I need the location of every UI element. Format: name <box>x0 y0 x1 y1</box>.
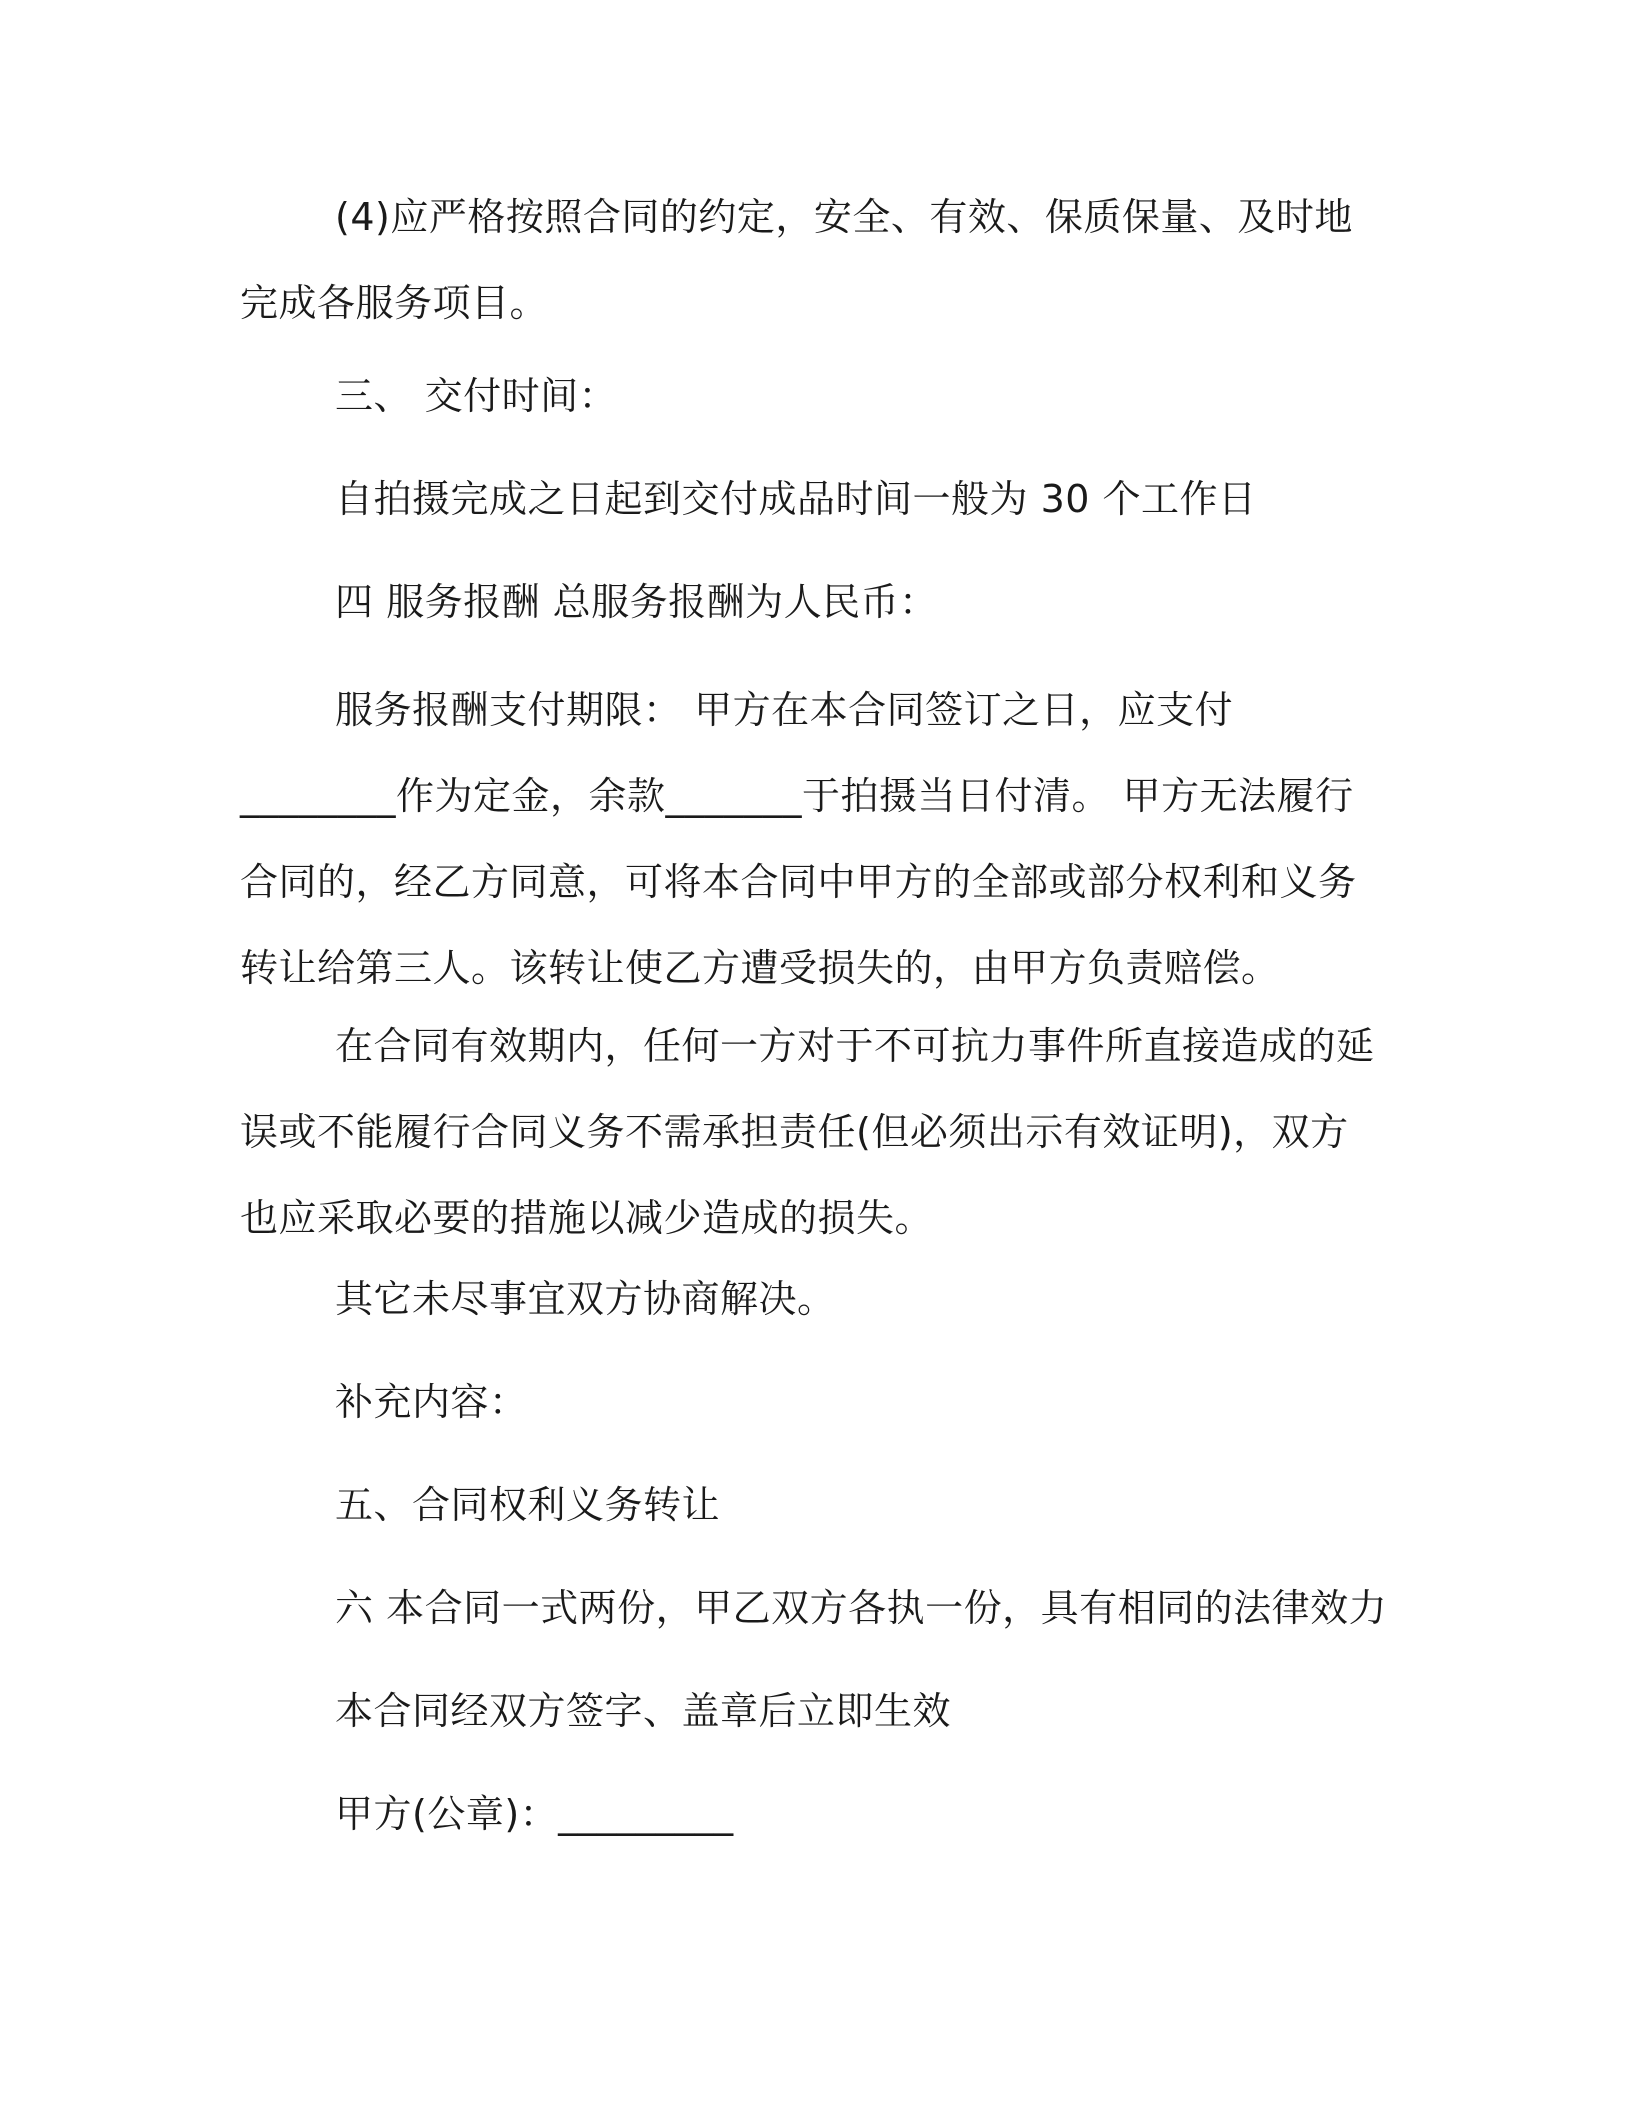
section-transfer-heading: 五、合同权利义务转让 <box>335 1483 721 1527</box>
paragraph-service-duty: (4)应严格按照合同的约定，安全、有效、保质保量、及时地完成各服务项目。 <box>240 195 1353 325</box>
paragraph-force-majeure: 在合同有效期内，任何一方对于不可抗力事件所直接造成的延误或不能履行合同义务不需承担责任(但必须出示有效证明)，双方也应采取必要的措施以减少造成的损失。 <box>240 1024 1375 1240</box>
paragraph-delivery-time: 自拍摄完成之日起到交付成品时间一般为 30 个工作日 <box>335 477 1257 521</box>
signature-party-a: 甲方(公章)：_________ <box>335 1792 734 1836</box>
paragraph-payment-terms: 服务报酬支付期限： 甲方在本合同签订之日，应支付________作为定金，余款_______于拍摄当日付清。 甲方无法履行合同的，经乙方同意，可将本合同中甲方的全部或部分权利和义务转让给第三人。该转让使乙方遭受损失的，由甲方负责赔偿。 <box>240 688 1357 990</box>
section-delivery-time-heading: 三、 交付时间： <box>335 374 618 418</box>
paragraph-other-matters: 其它未尽事宜双方协商解决。 <box>335 1277 836 1321</box>
section-copies-heading: 六 本合同一式两份，甲乙双方各执一份，具有相同的法律效力 <box>335 1586 1388 1630</box>
paragraph-effective: 本合同经双方签字、盖章后立即生效 <box>335 1689 952 1733</box>
section-service-fee-heading: 四 服务报酬 总服务报酬为人民币： <box>335 580 938 624</box>
paragraph-supplement: 补充内容： <box>335 1380 528 1424</box>
